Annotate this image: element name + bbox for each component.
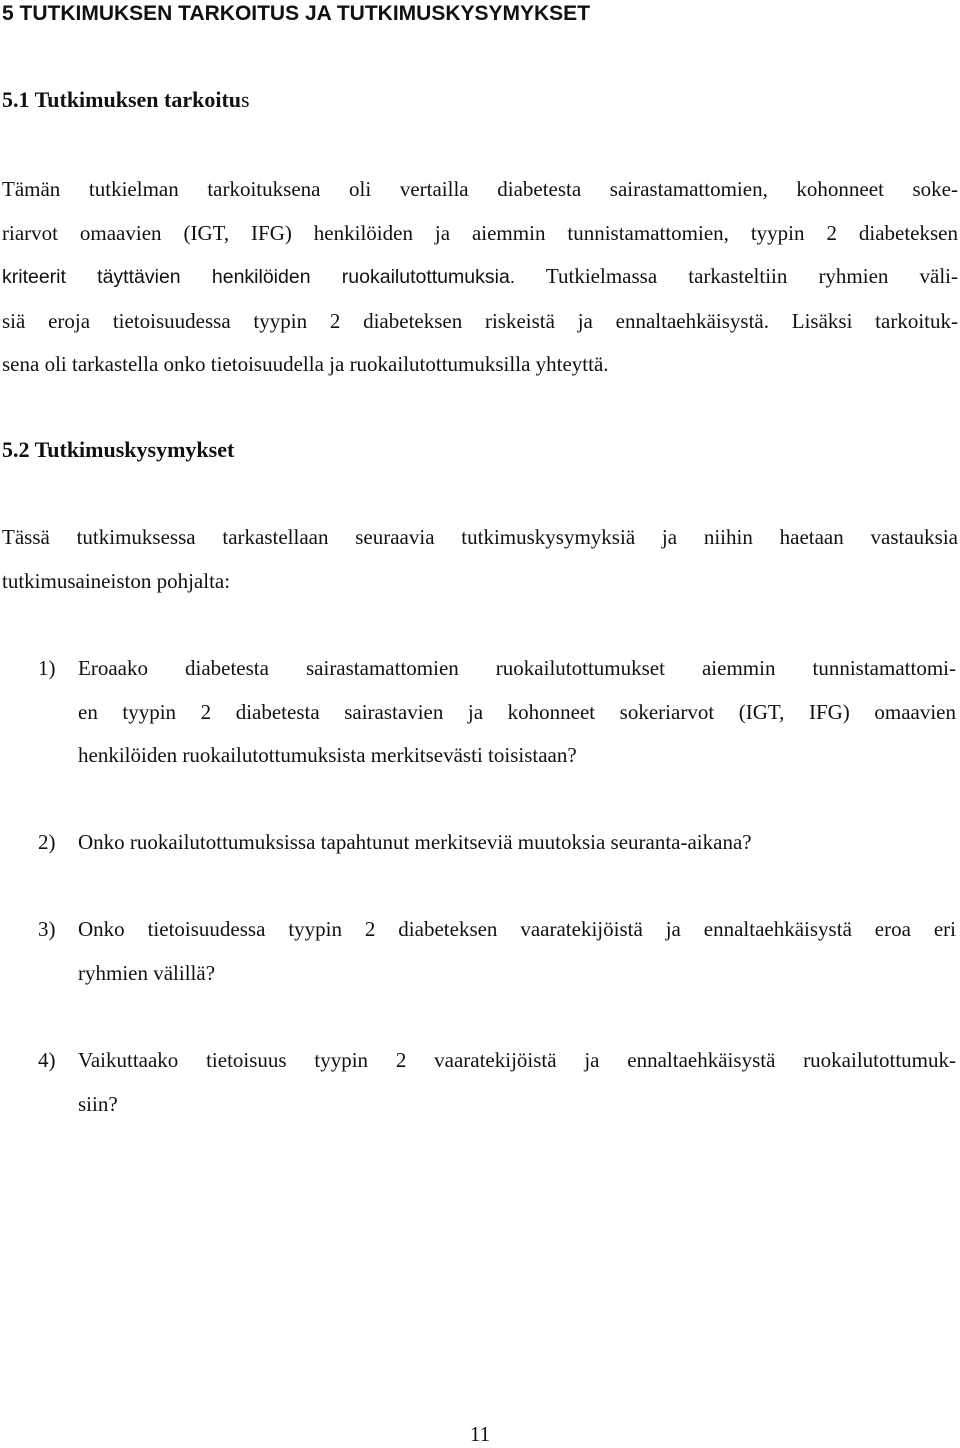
question-line: en tyypin 2 diabetesta sairastavien ja kohonneet sokeriarvot (IGT, IFG) omaavien [78,699,956,724]
paragraph-line: siä eroja tietoisuudessa tyypin 2 diabeteksen riskeistä ja ennaltaehkäisystä. Lisäksi tarkoituk- [2,308,958,333]
purpose-paragraph [2,168,958,387]
paragraph-line: Tämän tutkielman tarkoituksena oli vertailla diabetesta sairastamattomien, kohonneet soke- [2,177,958,201]
section-heading-purpose [2,86,250,114]
paragraph-line: riarvot omaavien (IGT, IFG) henkilöiden ja aiemmin tunnistamattomien, tyypin 2 diabeteksen [2,220,958,245]
question-text [78,1039,960,1126]
question-number: 3) [38,917,56,941]
paragraph-line: tutkimusaineiston pohjalta: [2,568,231,593]
paragraph-line-sans-part: kriteerit täyttävien henkilöiden ruokailutottumuksia. [2,266,516,289]
paragraph-line [2,255,958,300]
question-line: Vaikuttaako tietoisuus tyypin 2 vaaratekijöistä ja ennaltaehkäisystä ruokailutottumuk- [78,1048,956,1072]
question-text [78,908,960,995]
question-number: 2) [38,830,56,854]
questions-intro-paragraph [2,516,958,603]
question-line: Eroaako diabetesta sairastamattomien ruokailutottumukset aiemmin tunnistamattomi- [78,656,956,680]
section-heading-purpose-text: 5.1 Tutkimuksen tarkoitu [2,87,242,112]
question-number: 1) [38,656,56,680]
chapter-heading: 5 TUTKIMUKSEN TARKOITUS JA TUTKIMUSKYSYMYKSET [2,2,591,25]
question-line: Onko tietoisuudessa tyypin 2 diabeteksen vaaratekijöistä ja ennaltaehkäisystä eroa eri [78,917,956,941]
question-line: Onko ruokailutottumuksissa tapahtunut merkitseviä muutoksia seuranta-aikana? [78,830,752,854]
question-line: henkilöiden ruokailutottumuksista merkitsevästi toisistaan? [78,743,577,768]
question-line: siin? [78,1091,118,1116]
paragraph-line: sena oli tarkastella onko tietoisuudella ja ruokailutottumuksilla yhteyttä. [2,352,609,377]
paragraph-line: Tässä tutkimuksessa tarkastellaan seuraavia tutkimuskysymyksiä ja niihin haetaan vastauksia [2,525,958,549]
question-text [78,647,960,778]
section-heading-questions: 5.2 Tutkimuskysymykset [2,437,235,462]
section-heading-purpose-tail: s [241,87,250,112]
page-number: 11 [469,1422,491,1446]
paragraph-line-serif-part: Tutkielmassa tarkasteltiin ryhmien väli- [515,264,958,289]
question-number: 4) [38,1048,56,1072]
question-text [78,821,960,865]
question-line: ryhmien välillä? [78,960,216,985]
